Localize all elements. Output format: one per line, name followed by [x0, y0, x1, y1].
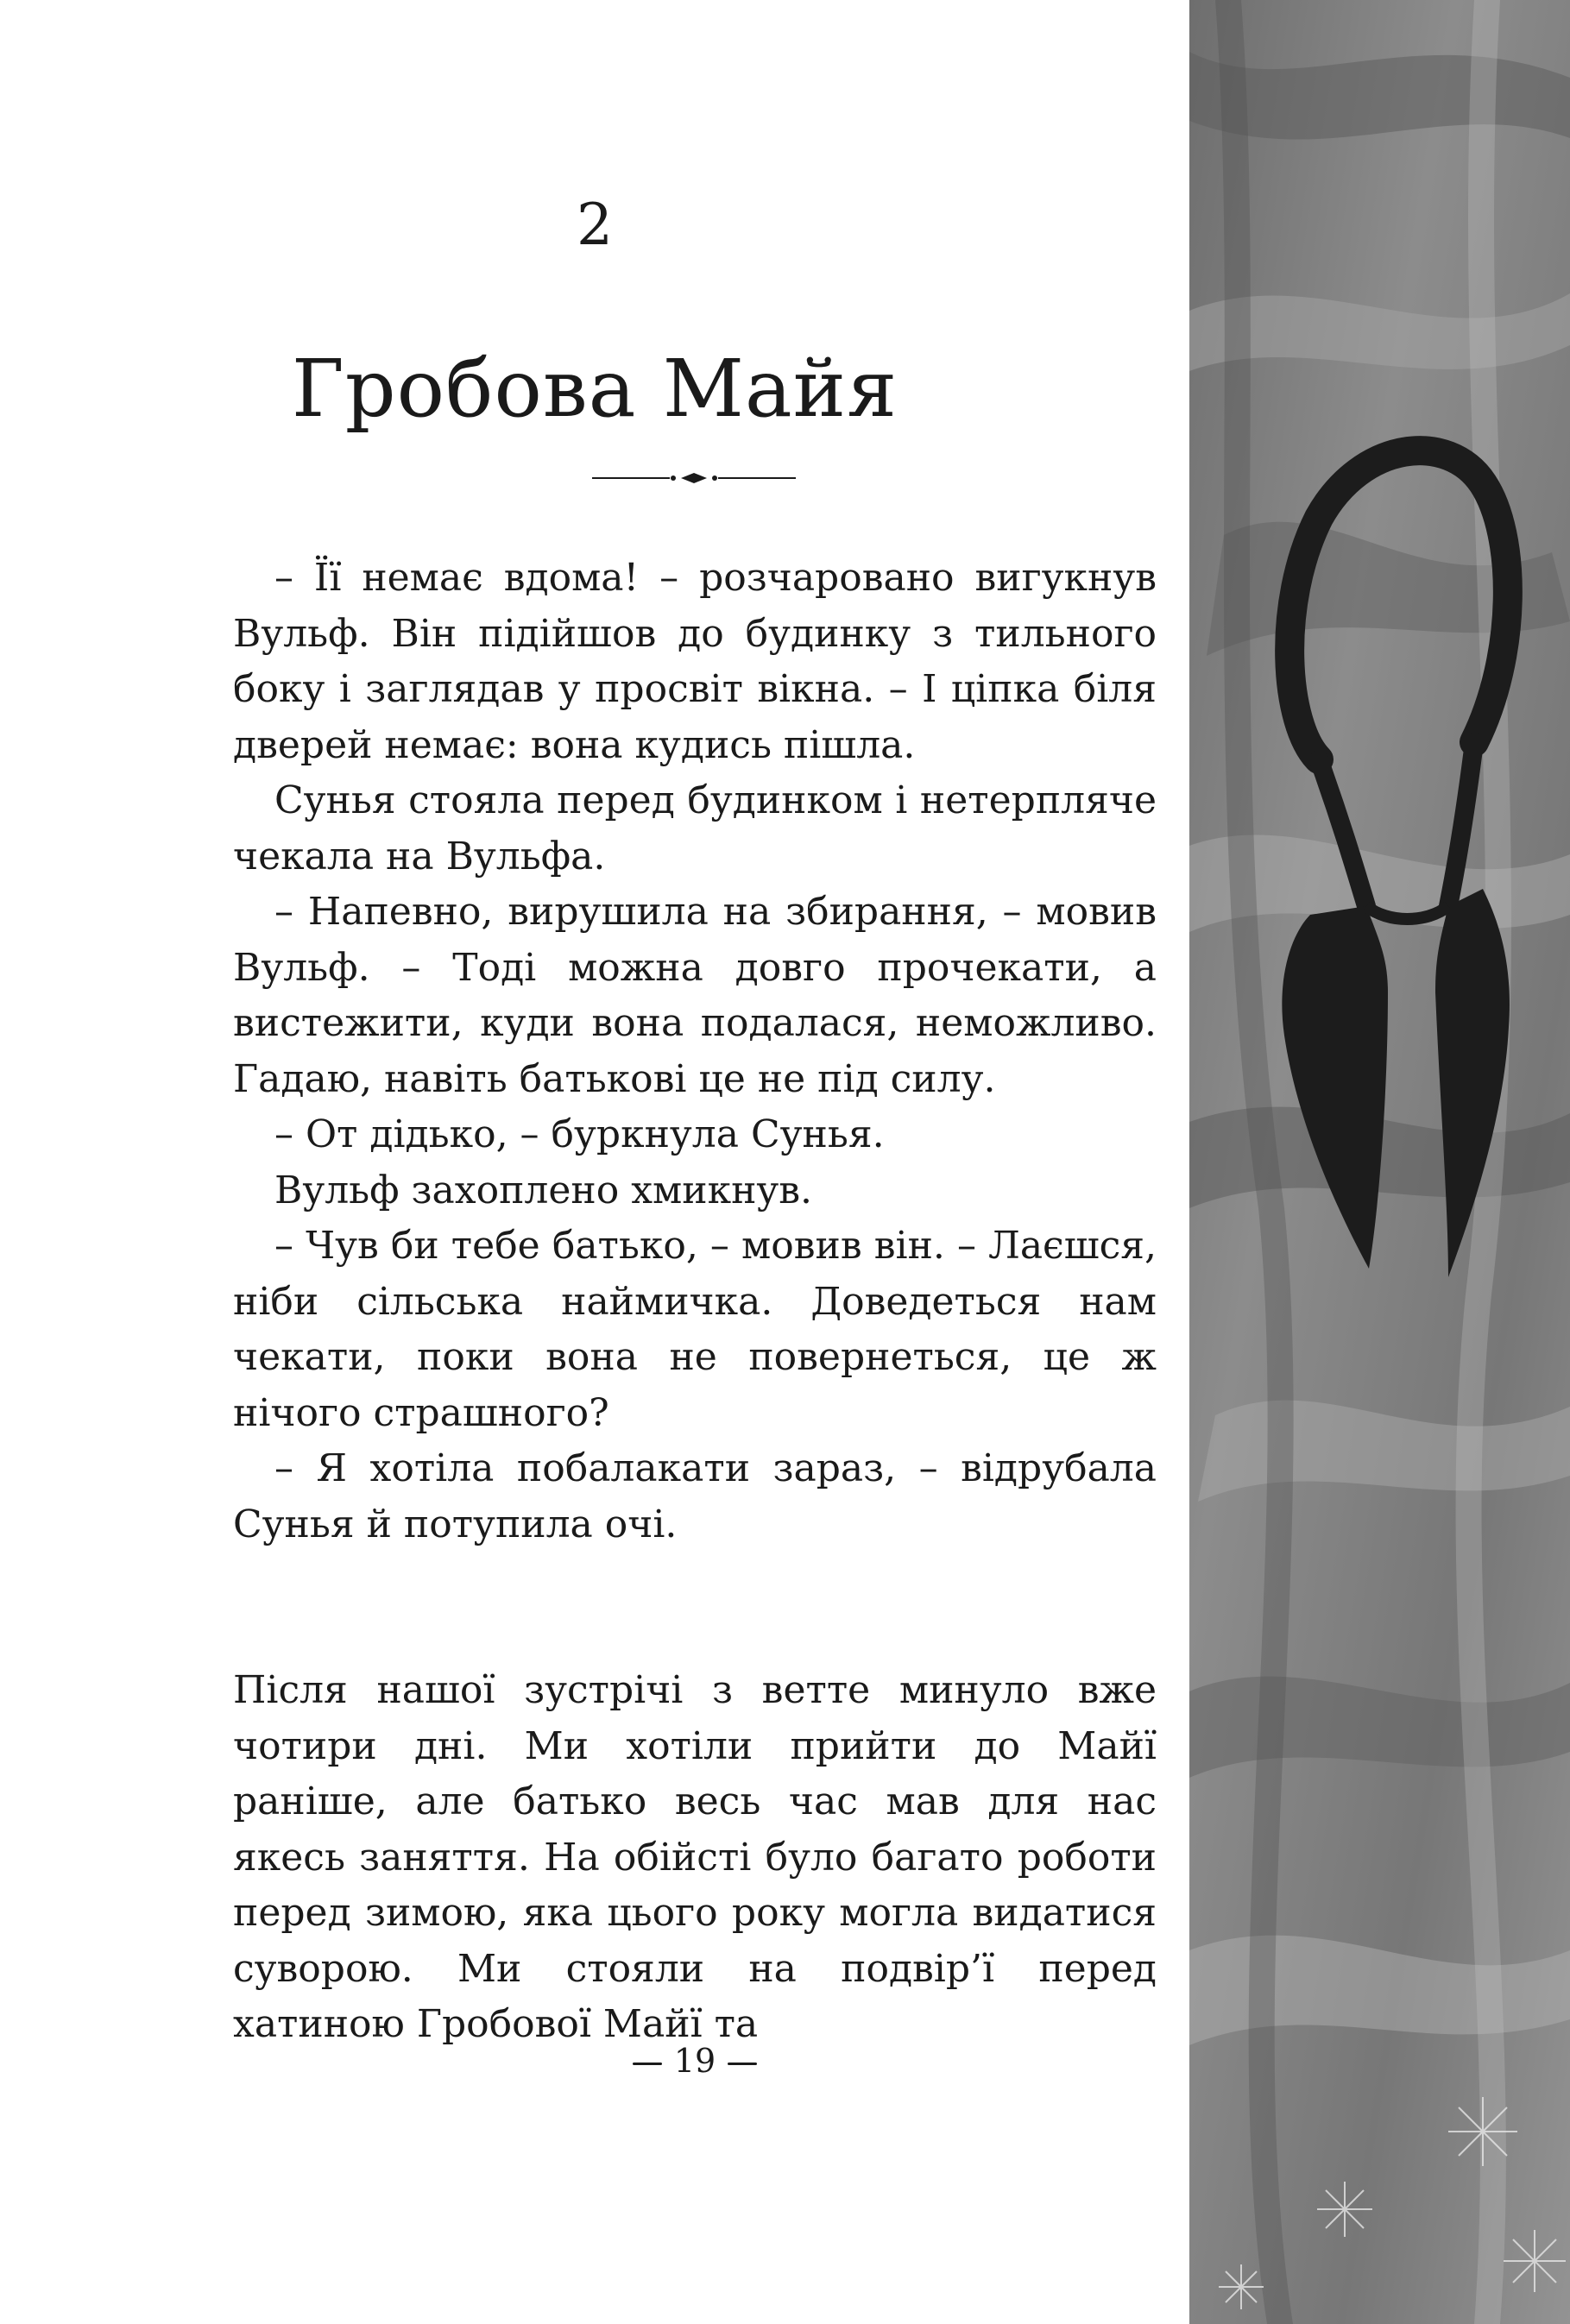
paragraph: – Я хотіла побалакати зараз, – відрубала Сунья й потупила очі. [233, 1446, 1157, 1546]
chapter-title: Гробова Майя [291, 343, 898, 435]
shears-icon [1189, 0, 1570, 2324]
folio-dash-left [633, 2063, 662, 2065]
paragraph: Вульф захоплено хмикнув. [274, 1168, 813, 1212]
chapter-body [233, 551, 1157, 2053]
chapter-number: 2 [577, 192, 613, 258]
folio-dash-right [728, 2063, 757, 2065]
paragraph: – От дідько, – буркнула Сунья. [274, 1112, 885, 1156]
page-number: 19 [673, 2042, 716, 2080]
illustration-panel [1189, 0, 1570, 2324]
paragraph: Сунья стояла перед будинком і нетерпляче чекала на Вульфа. [233, 778, 1157, 879]
paragraph: – Напевно, вирушила на збирання, – мовив Вульф. – Тоді можна довго прочекати, а вистежити, куди вона подалася, неможливо. Гадаю, навіть батькові це не під силу. [233, 890, 1157, 1101]
page-footer [0, 2042, 1390, 2080]
paragraph: – Чув би тебе батько, – мовив він. – Лаєшся, ніби сільська наймичка. Доведеться нам чекати, поки вона не повернеться, це ж нічого страшного? [233, 1224, 1157, 1435]
ornament-divider-icon [592, 469, 796, 487]
paragraph-after-break: Після нашої зустрічі з ветте минуло вже чотири дні. Ми хотіли прийти до Майї раніше, але батько весь час мав для нас якесь заняття. На обійсті було багато роботи перед зимою, яка цього року могла видатися суворою. Ми стояли на подвір’ї перед хатиною Гробової Майї та [233, 1668, 1157, 2046]
paragraph: – Її немає вдома! – розчаровано вигукнув Вульф. Він підійшов до будинку з тильного боку і заглядав у просвіт вікна. – І ціпка біля дверей немає: вона кудись пішла. [233, 556, 1157, 767]
